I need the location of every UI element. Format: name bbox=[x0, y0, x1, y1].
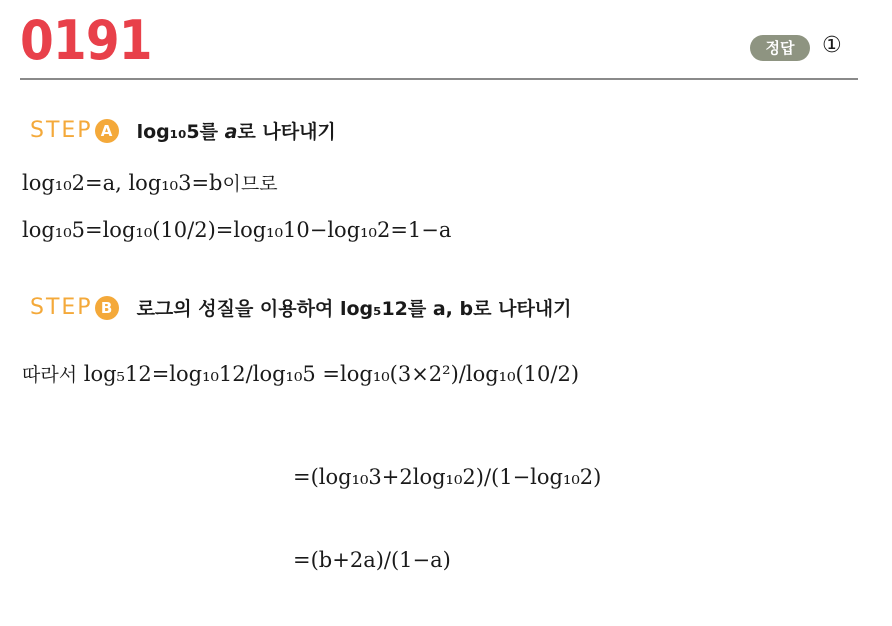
step-a-badge: A bbox=[95, 119, 119, 143]
derivation-lead: 따라서 bbox=[22, 364, 78, 386]
step-a-word: STEP bbox=[30, 118, 93, 143]
answer-badge: 정답 bbox=[750, 35, 810, 61]
step-a-title-var: a bbox=[224, 121, 238, 143]
problem-number: 0191 bbox=[20, 9, 152, 72]
step-b-title: 로그의 성질을 이용하여 log₅12를 a, b로 나타내기 bbox=[136, 298, 572, 320]
given-line bbox=[22, 169, 278, 196]
header-divider bbox=[20, 78, 858, 80]
given-korean: 이므로 bbox=[222, 173, 278, 195]
derivation-line-1 bbox=[22, 360, 579, 387]
step-b-word: STEP bbox=[30, 295, 93, 320]
derivation-expr-2: =log₁₀(3×2²)/log₁₀(10/2) bbox=[322, 362, 580, 386]
step-a-title bbox=[137, 117, 336, 144]
step-a-title-suffix: 로 나타내기 bbox=[237, 121, 336, 143]
step-b-badge: B bbox=[95, 296, 119, 320]
step-a-title-prefix: log₁₀5를 bbox=[136, 121, 225, 143]
answer-value: ① bbox=[822, 33, 842, 58]
derivation-line-2: =(log₁₀3+2log₁₀2)/(1−log₁₀2) bbox=[293, 465, 602, 489]
step-a-heading bbox=[30, 117, 336, 144]
log5-equation: log₁₀5=log₁₀(10/2)=log₁₀10−log₁₀2=1−a bbox=[22, 218, 452, 242]
given-equations: log₁₀2=a, log₁₀3=b bbox=[22, 171, 223, 195]
step-b-heading bbox=[30, 294, 572, 321]
derivation-expr-1: log₅12=log₁₀12/log₁₀5 bbox=[83, 362, 316, 386]
derivation-line-3: =(b+2a)/(1−a) bbox=[293, 548, 451, 572]
